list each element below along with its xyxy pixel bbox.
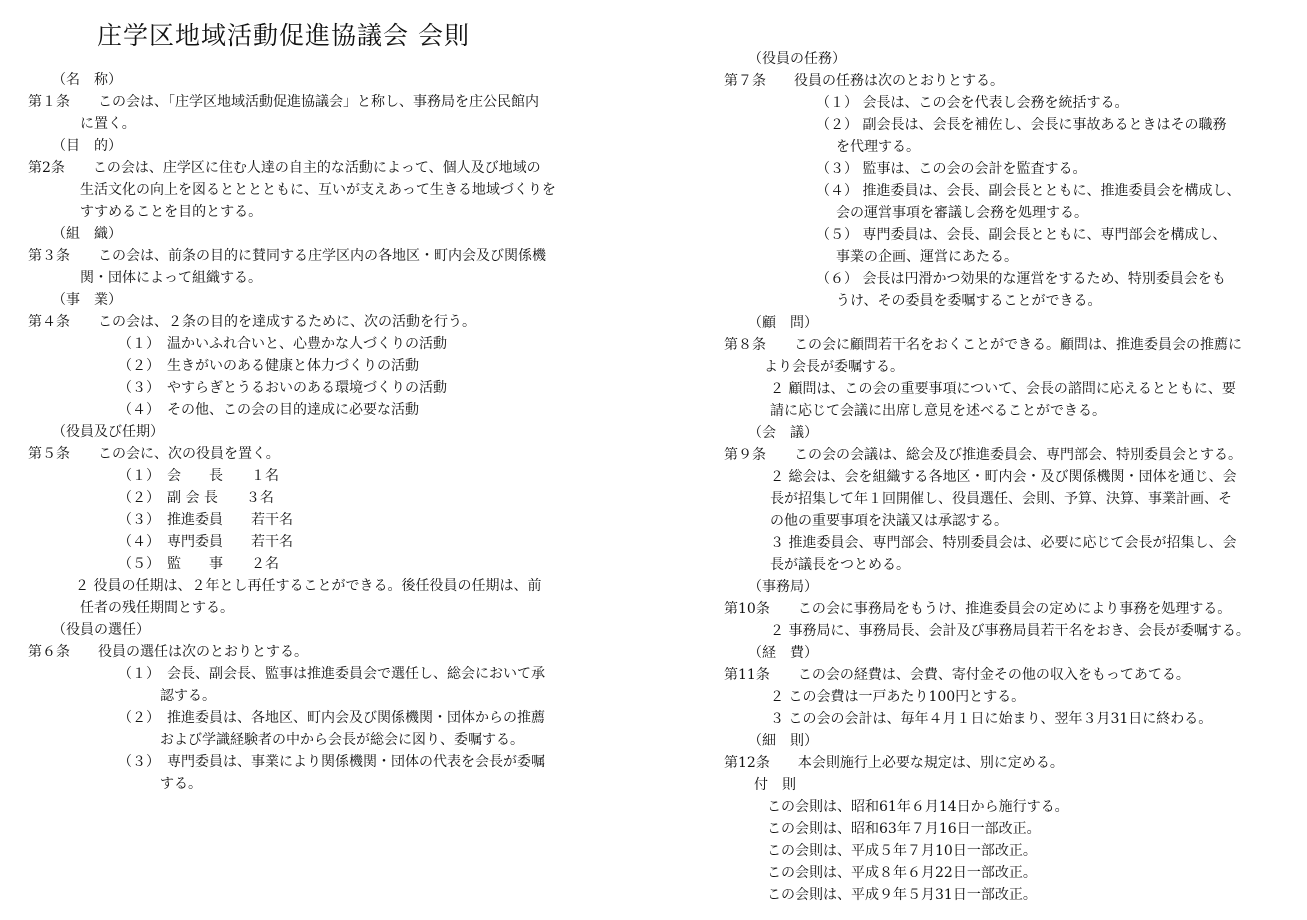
- right-text-line: （経 費）: [748, 645, 818, 661]
- left-text-line: （１） 会長、副会長、監事は推進委員会で選任し、総会において承: [118, 666, 545, 682]
- left-text-line: に置く。: [80, 116, 136, 132]
- right-text-line: 第12条 本会則施行上必要な規定は、別に定める。: [724, 755, 1064, 771]
- right-text-line: 第９条 この会の会議は、総会及び推進委員会、専門部会、特別委員会とする。: [724, 447, 1242, 463]
- left-text-line: （２） 副 会 長 ３名: [118, 490, 274, 506]
- right-text-line: 長が招集して年１回開催し、役員選任、会則、予算、決算、事業計画、そ: [770, 491, 1232, 507]
- right-text-line: 第10条 この会に事務局をもうけ、推進委員会の定めにより事務を処理する。: [724, 601, 1232, 617]
- right-text-line: を代理する。: [836, 139, 920, 155]
- right-text-line: 事業の企画、運営にあたる。: [836, 249, 1018, 265]
- right-text-line: ２ 総会は、会を組織する各地区・町内会・及び関係機関・団体を通じ、会: [770, 469, 1237, 485]
- right-text-line: この会則は、昭和63年７月16日一部改正。: [767, 821, 1041, 837]
- left-text-line: （３） やすらぎとうるおいのある環境づくりの活動: [118, 380, 447, 396]
- right-text-line: ２ 顧問は、この会の重要事項について、会長の諮問に応えるとともに、要: [770, 381, 1236, 397]
- right-text-line: うけ、その委員を委嘱することができる。: [836, 293, 1102, 309]
- right-text-line: より会長が委嘱する。: [764, 359, 904, 375]
- left-text-line: 第６条 役員の選任は次のとおりとする。: [28, 644, 308, 660]
- left-text-line: （３） 専門委員は、事業により関係機関・団体の代表を会長が委嘱: [118, 754, 545, 770]
- left-text-line: （２） 推進委員は、各地区、町内会及び関係機関・団体からの推薦: [118, 710, 545, 726]
- right-text-line: 長が議長をつとめる。: [770, 557, 910, 573]
- right-text-line: この会則は、平成９年５月31日一部改正。: [767, 887, 1037, 903]
- right-text-line: （会 議）: [748, 425, 818, 441]
- right-text-line: （３） 監事は、この会の会計を監査する。: [816, 161, 1087, 177]
- left-text-line: 任者の残任期間とする。: [80, 600, 234, 616]
- right-text-line: この会則は、昭和61年６月14日から施行する。: [767, 799, 1069, 815]
- left-text-line: （目 的）: [52, 138, 122, 154]
- right-text-line: （１） 会長は、この会を代表し会務を統括する。: [816, 95, 1129, 111]
- left-text-line: 関・団体によって組織する。: [80, 270, 262, 286]
- left-text-line: （３） 推進委員 若干名: [118, 512, 293, 528]
- right-text-line: （役員の任務）: [748, 51, 846, 67]
- left-text-line: （役員及び任期）: [52, 424, 164, 440]
- left-text-line: （４） 専門委員 若干名: [118, 534, 293, 550]
- right-text-line: この会則は、平成８年６月22日一部改正。: [767, 865, 1037, 881]
- right-text-line: ２ 事務局に、事務局長、会計及び事務局員若干名をおき、会長が委嘱する。: [770, 623, 1250, 639]
- right-text-line: （５） 専門委員は、会長、副会長とともに、専門部会を構成し、: [816, 227, 1227, 243]
- left-text-line: する。: [160, 776, 202, 792]
- left-text-line: （事 業）: [52, 292, 122, 308]
- left-text-line: （５） 監 事 ２名: [118, 556, 279, 572]
- right-text-line: 第11条 この会の経費は、会費、寄付金その他の収入をもってあてる。: [724, 667, 1190, 683]
- left-text-line: （４） その他、この会の目的達成に必要な活動: [118, 402, 419, 418]
- left-text-line: （１） 会 長 １名: [118, 468, 279, 484]
- right-text-line: （顧 問）: [748, 315, 818, 331]
- left-text-line: ２ 役員の任期は、２年とし再任することができる。後任役員の任期は、前: [75, 578, 542, 594]
- right-text-line: ３ この会の会計は、毎年４月１日に始まり、翌年３月31日に終わる。: [770, 711, 1213, 727]
- right-text-line: ３ 推進委員会、専門部会、特別委員会は、必要に応じて会長が招集し、会: [770, 535, 1237, 551]
- right-text-line: 第７条 役員の任務は次のとおりとする。: [724, 73, 1004, 89]
- right-text-line: 付 則: [754, 777, 796, 793]
- left-text-line: 第2条 この会は、庄学区に住む人達の自主的な活動によって、個人及び地域の: [28, 160, 541, 176]
- left-text-line: （組 織）: [52, 226, 122, 242]
- right-text-line: 請に応じて会議に出席し意見を述べることができる。: [770, 403, 1106, 419]
- right-text-line: 会の運営事項を審議し会務を処理する。: [836, 205, 1088, 221]
- left-text-line: （２） 生きがいのある健康と体力づくりの活動: [118, 358, 419, 374]
- right-text-line: の他の重要事項を決議又は承認する。: [770, 513, 1008, 529]
- left-text-line: 第４条 この会は、２条の目的を達成するために、次の活動を行う。: [28, 314, 476, 330]
- right-text-line: この会則は、平成５年７月10日一部改正。: [767, 843, 1037, 859]
- left-text-line: 認する。: [160, 688, 216, 704]
- document-title: 庄学区地域活動促進協議会 会則: [97, 21, 470, 50]
- right-text-line: （事務局）: [748, 579, 818, 595]
- left-text-line: （役員の選任）: [52, 622, 150, 638]
- left-text-line: 第３条 この会は、前条の目的に賛同する庄学区内の各地区・町内会及び関係機: [28, 248, 546, 264]
- left-text-line: および学識経験者の中から会長が総会に図り、委嘱する。: [160, 732, 524, 748]
- left-text-line: すすめることを目的とする。: [80, 204, 263, 220]
- left-text-line: 第５条 この会に、次の役員を置く。: [28, 446, 280, 462]
- right-text-line: （６） 会長は円滑かつ効果的な運営をするため、特別委員会をも: [816, 271, 1226, 287]
- right-text-line: （２） 副会長は、会長を補佐し、会長に事故あるときはその職務: [816, 117, 1227, 133]
- left-text-line: （名 称）: [52, 72, 122, 88]
- left-text-line: 第１条 この会は、「庄学区地域活動促進協議会」と称し、事務局を庄公民館内: [28, 94, 539, 110]
- left-text-line: （１） 温かいふれ合いと、心豊かな人づくりの活動: [118, 336, 447, 352]
- left-text-line: 生活文化の向上を図るとととともに、互いが支えあって生きる地域づくりを: [80, 182, 556, 198]
- right-text-line: （細 則）: [748, 733, 818, 749]
- right-text-line: （４） 推進委員は、会長、副会長とともに、推進委員会を構成し、: [816, 183, 1241, 199]
- right-text-line: 第８条 この会に顧問若干名をおくことができる。顧問は、推進委員会の推薦に: [724, 337, 1242, 353]
- right-text-line: ２ この会費は一戸あたり100円とする。: [770, 689, 1026, 705]
